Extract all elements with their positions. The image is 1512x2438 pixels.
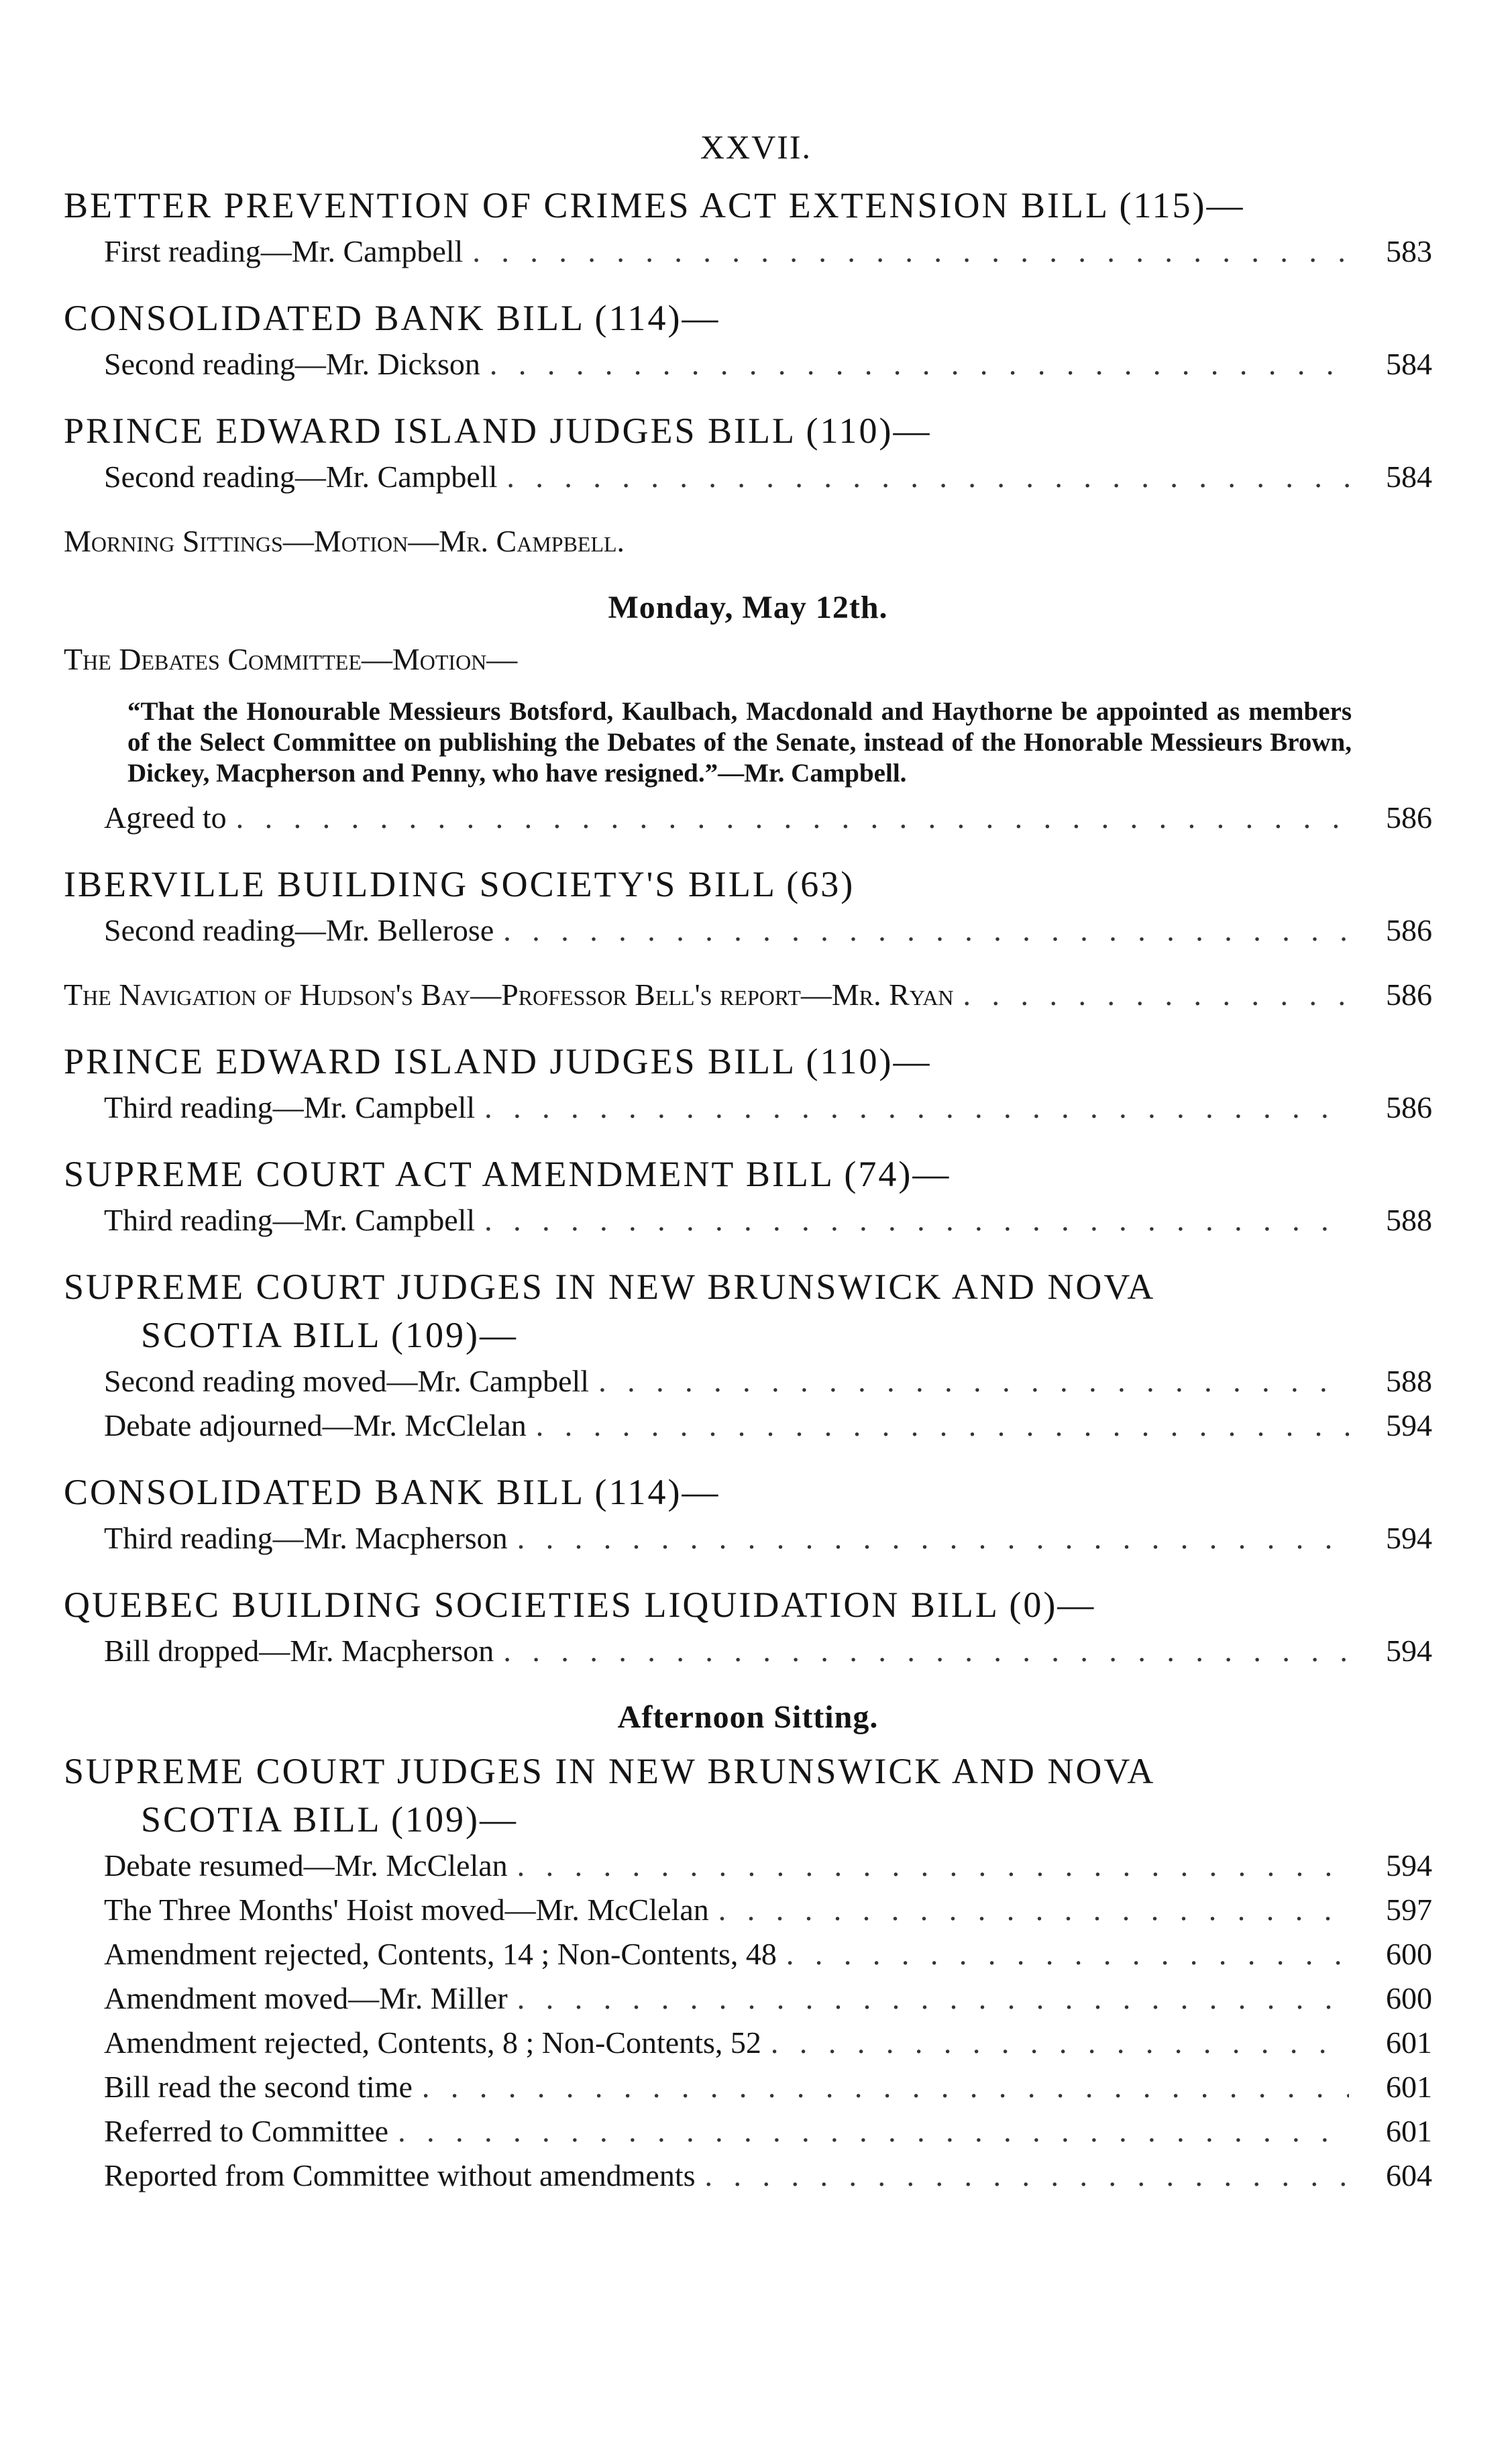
index-entry [64, 973, 1432, 1017]
dot-leader [517, 1516, 1349, 1560]
index-content [64, 181, 1432, 2218]
dot-leader [503, 1629, 1349, 1673]
entry-label: Reported from Committee without amendments [104, 2158, 696, 2192]
dot-leader [422, 2065, 1349, 2109]
index-entry [64, 1403, 1432, 1448]
entry-page: 601 [1386, 2070, 1432, 2104]
entry-label: Amendment rejected, Contents, 8 ; Non-Contents, 52 [104, 2025, 761, 2060]
dot-leader [517, 1844, 1349, 1888]
entry-page: 584 [1386, 460, 1432, 494]
dot-leader [236, 796, 1349, 840]
morning-sittings-entry: Morning Sittings—Motion—Mr. Campbell. [64, 524, 625, 558]
dot-leader [506, 455, 1349, 499]
entry-page: 588 [1386, 1203, 1432, 1237]
section-heading: CONSOLIDATED BANK BILL (114)— [64, 1472, 720, 1512]
entry-page: 586 [1386, 1090, 1432, 1124]
dot-leader [484, 1198, 1349, 1242]
dot-leader [705, 2154, 1349, 2198]
dot-leader [771, 2021, 1349, 2065]
entry-page: 594 [1386, 1408, 1432, 1442]
index-entry [64, 2109, 1432, 2154]
index-entry [64, 796, 1432, 840]
dot-leader [718, 1888, 1349, 1932]
entry-label: Debate resumed—Mr. McClelan [104, 1848, 508, 1883]
index-entry [64, 342, 1432, 386]
index-section [64, 1263, 1432, 1448]
entry-page: 594 [1386, 1848, 1432, 1883]
index-section [64, 181, 1432, 274]
entry-label: Third reading—Mr. Campbell [104, 1203, 476, 1237]
section-heading: SUPREME COURT ACT AMENDMENT BILL (74)— [64, 1154, 951, 1194]
index-entry [64, 1888, 1432, 1932]
entry-page: 586 [1386, 977, 1432, 1012]
entry-page: 586 [1386, 800, 1432, 835]
section-heading [64, 1747, 1432, 1844]
section-heading: CONSOLIDATED BANK BILL (114)— [64, 298, 720, 338]
entry-page: 601 [1386, 2114, 1432, 2148]
dot-leader [398, 2109, 1349, 2154]
index-section [64, 1581, 1432, 1673]
index-entry [64, 1085, 1432, 1130]
section-heading [64, 1263, 1432, 1359]
entry-label: Second reading—Mr. Dickson [104, 347, 480, 381]
dot-leader [598, 1359, 1349, 1403]
page-number: XXVII. [700, 128, 812, 166]
index-section [64, 973, 1432, 1017]
motion-quote: “That the Honourable Messieurs Botsford, Kaulbach, Macdonald and Haythorne be appointed as members of the Select Committee on publishing the Debates of the Senate, instead of the Honorable Messieurs Brown, Dickey, Macpherson and Penny, who have resigned.”—Mr. Campbell. [127, 697, 1352, 788]
index-section [64, 860, 1432, 953]
dot-leader [472, 229, 1349, 274]
index-entry [64, 1976, 1432, 2021]
index-section [64, 294, 1432, 386]
entry-page: 583 [1386, 234, 1432, 268]
section-heading: PRINCE EDWARD ISLAND JUDGES BILL (110)— [64, 1041, 932, 1081]
entry-label: Second reading—Mr. Campbell [104, 460, 498, 494]
entry-label: Amendment rejected, Contents, 14 ; Non-Contents, 48 [104, 1937, 777, 1971]
entry-page: 586 [1386, 913, 1432, 947]
entry-page: 584 [1386, 347, 1432, 381]
index-entry [64, 2154, 1432, 2198]
entry-label: Amendment moved—Mr. Miller [104, 1981, 508, 2015]
entry-label: Third reading—Mr. Campbell [104, 1090, 476, 1124]
entry-page: 597 [1386, 1893, 1432, 1927]
index-entry [64, 1629, 1432, 1673]
index-entry [64, 908, 1432, 953]
heading-line: SUPREME COURT JUDGES IN NEW BRUNSWICK AND NOVA [64, 1751, 1156, 1791]
entry-page: 601 [1386, 2025, 1432, 2060]
index-entry [64, 1932, 1432, 1976]
entry-page: 594 [1386, 1634, 1432, 1668]
entry-page: 594 [1386, 1521, 1432, 1555]
index-entry [64, 1844, 1432, 1888]
dot-leader [963, 973, 1349, 1017]
section-heading: BETTER PREVENTION OF CRIMES ACT EXTENSION BILL (115)— [64, 185, 1245, 225]
section-heading: PRINCE EDWARD ISLAND JUDGES BILL (110)— [64, 411, 932, 451]
entry-label: Bill dropped—Mr. Macpherson [104, 1634, 494, 1668]
entry-label: Second reading—Mr. Bellerose [104, 913, 494, 947]
index-entry [64, 1359, 1432, 1403]
debates-committee-heading: The Debates Committee—Motion— [64, 642, 518, 676]
date-heading: Monday, May 12th. [608, 590, 888, 625]
index-section [64, 407, 1432, 499]
index-section [64, 1468, 1432, 1560]
dot-leader [490, 342, 1349, 386]
entry-label: First reading—Mr. Campbell [104, 234, 464, 268]
entry-label: Third reading—Mr. Macpherson [104, 1521, 508, 1555]
entry-label: Agreed to [104, 800, 227, 835]
section-heading: IBERVILLE BUILDING SOCIETY'S BILL (63) [64, 864, 855, 904]
heading-line: SCOTIA BILL (109)— [141, 1315, 518, 1355]
index-entry [64, 2065, 1432, 2109]
index-section [64, 519, 1432, 564]
entry-label: Bill read the second time [104, 2070, 413, 2104]
entry-label: Referred to Committee [104, 2114, 389, 2148]
entry-page: 600 [1386, 1937, 1432, 1971]
dot-leader [484, 1085, 1349, 1130]
entry-page: 604 [1386, 2158, 1432, 2192]
dot-leader [536, 1403, 1349, 1448]
index-entry [64, 455, 1432, 499]
index-entry [64, 229, 1432, 274]
entry-page: 588 [1386, 1364, 1432, 1398]
heading-line: SCOTIA BILL (109)— [141, 1799, 518, 1840]
entry-label: The Three Months' Hoist moved—Mr. McClelan [104, 1893, 709, 1927]
index-section [64, 1150, 1432, 1242]
index-section [64, 1037, 1432, 1130]
entry-label: Debate adjourned—Mr. McClelan [104, 1408, 527, 1442]
index-entry [64, 2021, 1432, 2065]
entry-page: 600 [1386, 1981, 1432, 2015]
sitting-heading: Afternoon Sitting. [617, 1699, 879, 1735]
dot-leader [786, 1932, 1349, 1976]
index-entry [64, 1198, 1432, 1242]
entry-label: The Navigation of Hudson's Bay—Professor Bell's report—Mr. Ryan [64, 977, 954, 1012]
dot-leader [517, 1976, 1349, 2021]
dot-leader [503, 908, 1349, 953]
index-section [64, 1747, 1432, 2198]
entry-label: Second reading moved—Mr. Campbell [104, 1364, 590, 1398]
heading-line: SUPREME COURT JUDGES IN NEW BRUNSWICK AND NOVA [64, 1267, 1156, 1307]
index-section [64, 637, 1432, 840]
index-entry [64, 1516, 1432, 1560]
section-heading: QUEBEC BUILDING SOCIETIES LIQUIDATION BILL (0)— [64, 1585, 1096, 1625]
